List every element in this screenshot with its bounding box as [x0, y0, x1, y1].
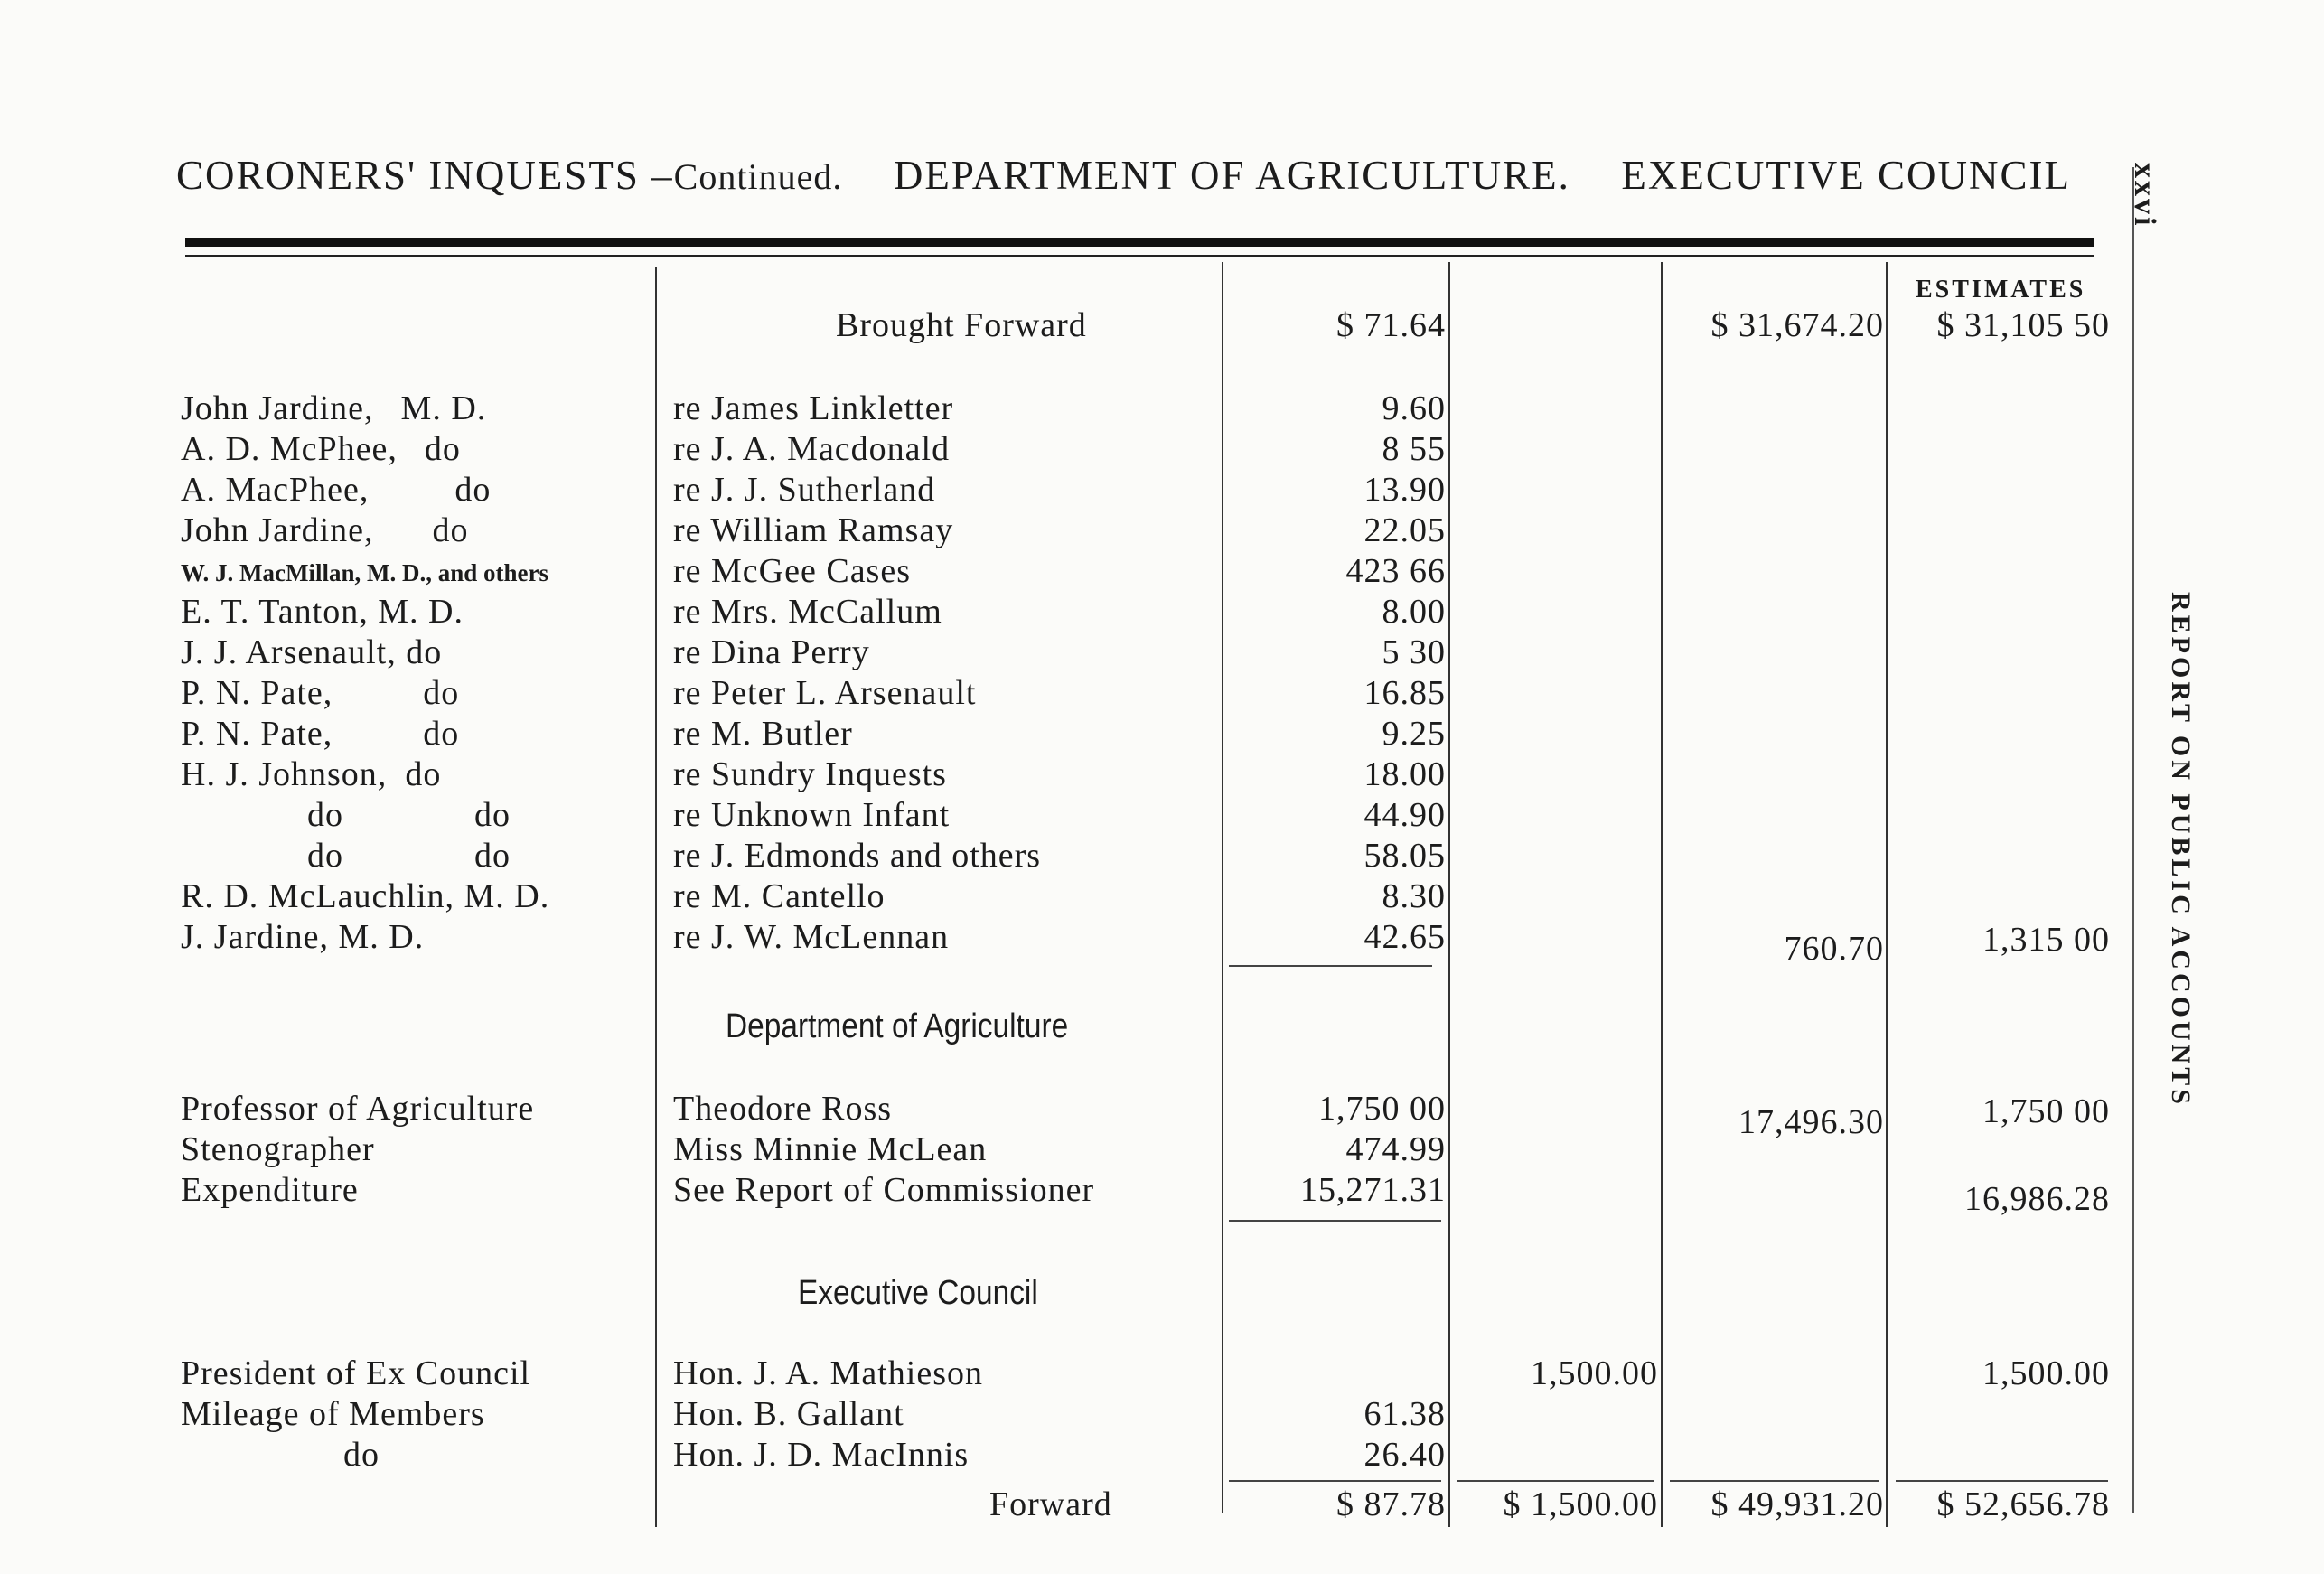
brought-forward-col3: $ 31,674.20	[1710, 306, 1884, 344]
inquest-re: re McGee Cases	[673, 552, 912, 590]
executive-col2: 1,500.00	[1531, 1354, 1658, 1392]
forward-rule-3	[1670, 1480, 1879, 1482]
inquest-amount: 58.05	[1363, 837, 1446, 875]
inquest-payee: do do	[307, 796, 511, 834]
inquest-re: re Sundry Inquests	[673, 755, 947, 793]
margin-rule	[2132, 167, 2134, 1513]
inquest-amount: 423 66	[1345, 552, 1446, 590]
inquest-re: re J. J. Sutherland	[673, 471, 936, 509]
inquest-payee: E. T. Tanton, M. D.	[181, 593, 464, 631]
agriculture-subtotal-rule	[1229, 1220, 1441, 1222]
inquest-payee: W. J. MacMillan, M. D., and others	[181, 559, 548, 586]
inquest-amount: 5 30	[1382, 633, 1446, 671]
inquest-payee: P. N. Pate, do	[181, 715, 460, 753]
brought-forward-col1: $ 71.64	[1336, 306, 1446, 344]
agriculture-col4-b: 16,986.28	[1964, 1180, 2110, 1218]
inquest-amount: 18.00	[1363, 755, 1446, 793]
forward-rule-2	[1457, 1480, 1654, 1482]
executive-amount: 26.40	[1363, 1436, 1446, 1474]
executive-re: Hon. B. Gallant	[673, 1395, 904, 1433]
agriculture-re: Miss Minnie McLean	[673, 1130, 988, 1168]
executive-re: Hon. J. D. MacInnis	[673, 1436, 970, 1474]
inquest-amount: 8 55	[1382, 430, 1446, 468]
executive-heading: Executive Council	[798, 1274, 1038, 1312]
inquest-payee: A. MacPhee, do	[181, 471, 492, 509]
forward-col3: $ 49,931.20	[1710, 1485, 1884, 1523]
executive-payee: do	[343, 1436, 380, 1474]
agriculture-amount: 474.99	[1345, 1130, 1446, 1168]
inquest-amount: 9.60	[1382, 389, 1446, 427]
header-coroners: CORONERS' INQUESTS	[176, 153, 640, 198]
brought-forward-label: Brought Forward	[836, 306, 1087, 344]
header-agriculture: DEPARTMENT OF AGRICULTURE.	[893, 153, 1570, 198]
inquest-amount: 8.30	[1382, 877, 1446, 915]
inquest-payee: P. N. Pate, do	[181, 674, 460, 712]
column-rule-2	[1448, 262, 1450, 1527]
header-thick-rule	[185, 238, 2094, 247]
running-title: REPORT ON PUBLIC ACCOUNTS	[2166, 592, 2196, 1108]
brought-forward-col4: $ 31,105 50	[1936, 306, 2110, 344]
forward-col1: $ 87.78	[1336, 1485, 1446, 1523]
forward-rule-1	[1229, 1480, 1441, 1482]
forward-col4: $ 52,656.78	[1936, 1485, 2110, 1523]
inquests-total-col4: 1,315 00	[1982, 921, 2110, 959]
agriculture-payee: Professor of Agriculture	[181, 1090, 535, 1128]
inquest-re: re J. W. McLennan	[673, 918, 950, 956]
inquest-payee: John Jardine, M. D.	[181, 389, 487, 427]
agriculture-re: Theodore Ross	[673, 1090, 893, 1128]
inquests-total-col3: 760.70	[1784, 930, 1884, 968]
column-rule-3	[1661, 262, 1663, 1527]
inquest-payee: John Jardine, do	[181, 511, 469, 549]
inquest-payee: J. J. Arsenault, do	[181, 633, 443, 671]
column-rule-re	[655, 267, 657, 1527]
inquest-payee: J. Jardine, M. D.	[181, 918, 425, 956]
inquest-amount: 8.00	[1382, 593, 1446, 631]
header-continued: Continued.	[673, 156, 843, 197]
inquest-re: re Mrs. McCallum	[673, 593, 942, 631]
inquest-amount: 44.90	[1363, 796, 1446, 834]
forward-label: Forward	[989, 1485, 1112, 1523]
inquest-re: re Peter L. Arsenault	[673, 674, 977, 712]
inquest-re: re Unknown Infant	[673, 796, 951, 834]
inquest-amount: 9.25	[1382, 715, 1446, 753]
inquest-re: re J. Edmonds and others	[673, 837, 1042, 875]
agriculture-col4-a: 1,750 00	[1982, 1092, 2110, 1130]
inquest-re: re M. Butler	[673, 715, 853, 753]
agriculture-total-col3: 17,496.30	[1738, 1103, 1884, 1141]
executive-amount: 61.38	[1363, 1395, 1446, 1433]
executive-col4: 1,500.00	[1982, 1354, 2110, 1392]
executive-re: Hon. J. A. Mathieson	[673, 1354, 983, 1392]
page-number: xxvi	[2128, 163, 2161, 229]
executive-payee: Mileage of Members	[181, 1395, 485, 1433]
agriculture-payee: Stenographer	[181, 1130, 375, 1168]
column-rule-1	[1222, 262, 1223, 1513]
header-thin-rule	[185, 255, 2094, 257]
inquest-payee: do do	[307, 837, 511, 875]
header-dash: –	[651, 153, 674, 198]
inquest-amount: 42.65	[1363, 918, 1446, 956]
inquest-re: re Dina Perry	[673, 633, 870, 671]
forward-rule-4	[1896, 1480, 2108, 1482]
inquest-amount: 13.90	[1363, 471, 1446, 509]
agriculture-re: See Report of Commissioner	[673, 1171, 1095, 1209]
column-rule-4	[1886, 262, 1888, 1527]
inquest-payee: R. D. McLauchlin, M. D.	[181, 877, 550, 915]
inquest-re: re J. A. Macdonald	[673, 430, 951, 468]
inquest-payee: H. J. Johnson, do	[181, 755, 442, 793]
estimates-header: ESTIMATES	[1916, 276, 2086, 304]
header-executive: EXECUTIVE COUNCIL	[1621, 153, 2072, 198]
forward-col2: $ 1,500.00	[1503, 1485, 1658, 1523]
inquest-re: re William Ramsay	[673, 511, 954, 549]
inquest-re: re James Linkletter	[673, 389, 954, 427]
inquest-payee: A. D. McPhee, do	[181, 430, 461, 468]
agriculture-payee: Expenditure	[181, 1171, 359, 1209]
inquest-amount: 22.05	[1363, 511, 1446, 549]
agriculture-amount: 15,271.31	[1300, 1171, 1446, 1209]
agriculture-amount: 1,750 00	[1318, 1090, 1446, 1128]
inquests-subtotal-rule	[1229, 965, 1432, 967]
inquest-re: re M. Cantello	[673, 877, 886, 915]
inquest-amount: 16.85	[1363, 674, 1446, 712]
page-header	[176, 152, 2110, 199]
executive-payee: President of Ex Council	[181, 1354, 531, 1392]
agriculture-heading: Department of Agriculture	[726, 1007, 1069, 1045]
